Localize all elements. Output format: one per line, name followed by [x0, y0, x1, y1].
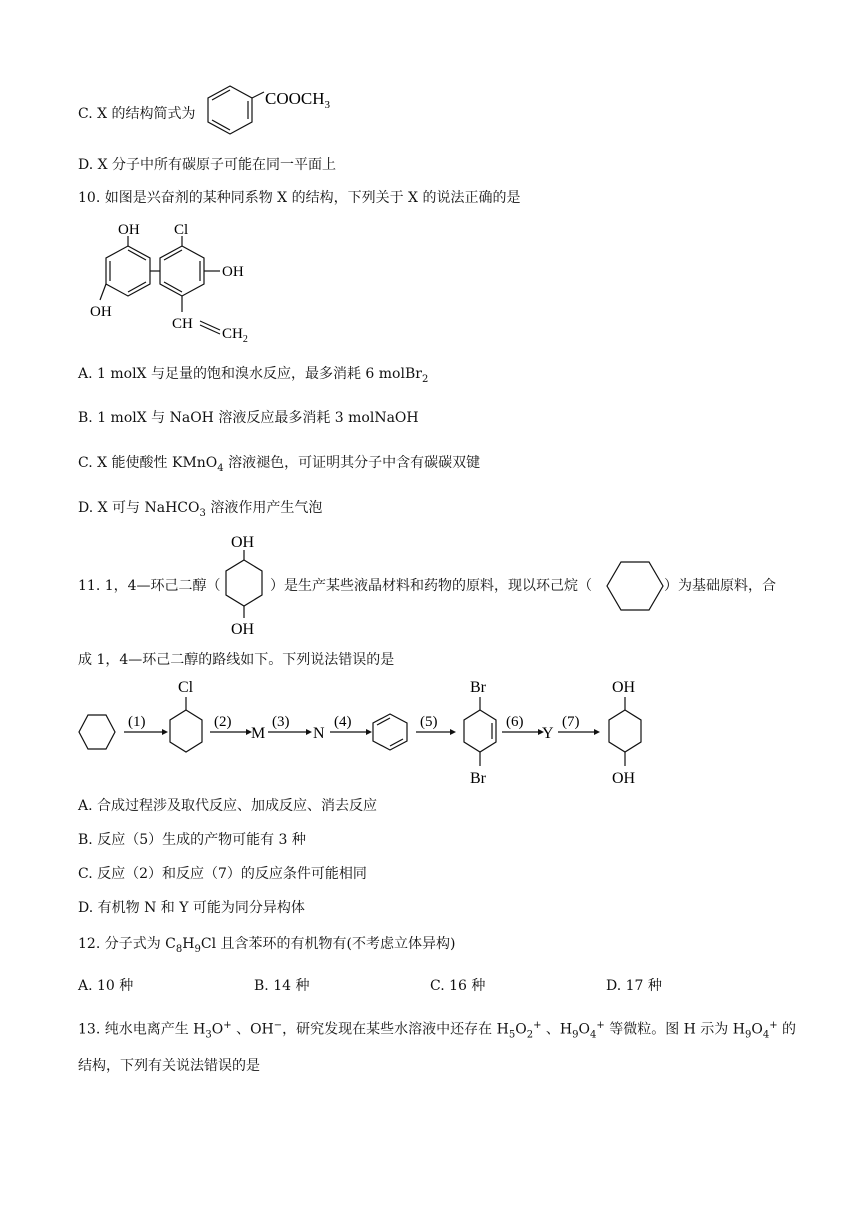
q9-option-c	[78, 104, 196, 124]
q11-scheme-oh-top: OH	[612, 679, 636, 696]
q10-ch-label: CH	[172, 316, 193, 332]
q11-stem-part1: 11. 1，4—环己二醇（	[78, 578, 221, 594]
q11-br-top: Br	[470, 679, 486, 696]
q11-stem-part2: ）是生产某些液晶材料和药物的原料，现以环己烷（	[270, 578, 592, 594]
q11-oh-top: OH	[231, 534, 255, 551]
q11-m-label: M	[251, 725, 266, 742]
q11-step-1: (1)	[128, 714, 146, 730]
q10-option-a: A. 1 molX 与足量的饱和溴水反应，最多消耗 6 molBr$_2$	[78, 366, 429, 385]
q11-option-b: B. 反应（5）生成的产物可能有 3 种	[78, 832, 306, 848]
q10-option-b: B. 1 molX 与 NaOH 溶液反应最多消耗 3 molNaOH	[78, 410, 419, 426]
q9-option-d: D. X 分子中所有碳原子可能在同一平面上	[78, 157, 337, 173]
q13-stem: 13. 纯水电离产生 $H_3O^+$ 、OH−，研究发现在某些水溶液中还存在 $H_5O_2^+$ 、$H_9O_4^+$ 等微粒。图 H 示为 $H_9O_4^+$ 的	[78, 1020, 797, 1041]
q11-step-5: (5)	[420, 714, 438, 730]
q10-option-d: D. X 可与 NaHCO$_3$ 溶液作用产生气泡	[78, 500, 323, 519]
q10-cl-label: Cl	[174, 222, 189, 238]
q11-scheme-oh-bottom: OH	[612, 770, 636, 787]
q11-synthesis-scheme	[70, 672, 790, 792]
q12-option-c: C. 16 种	[430, 978, 486, 994]
q12-option-b: B. 14 种	[254, 978, 310, 994]
q11-oh-bottom: OH	[231, 621, 255, 638]
q10-oh-label-1: OH	[118, 222, 140, 238]
q11-br-bottom: Br	[470, 770, 486, 787]
q11-cl-label: Cl	[178, 679, 194, 696]
q11-stem-part3: ）为基础原料，合	[664, 578, 776, 594]
q11-step-3: (3)	[272, 714, 290, 730]
q10-ch2-label: $CH_2$	[222, 326, 248, 345]
q10-biphenyl-structure	[78, 218, 278, 346]
q10-oh-label-3: OH	[90, 304, 112, 320]
q11-step-4: (4)	[334, 714, 352, 730]
q11-n-label: N	[313, 725, 325, 742]
q11-option-c: C. 反应（2）和反应（7）的反应条件可能相同	[78, 866, 367, 882]
q13-stem-line2: 结构，下列有关说法错误的是	[78, 1058, 260, 1074]
q9-benzoate-structure	[200, 80, 360, 142]
q11-step-2: (2)	[214, 714, 232, 730]
q12-option-d: D. 17 种	[606, 978, 662, 994]
q11-step-6: (6)	[506, 714, 524, 730]
q11-step-7: (7)	[562, 714, 580, 730]
q9-option-c-text: C. X 的结构简式为	[78, 106, 196, 122]
q10-stem: 10. 如图是兴奋剂的某种同系物 X 的结构，下列关于 X 的说法正确的是	[78, 190, 521, 206]
q10-oh-label-2: OH	[222, 264, 244, 280]
q12-option-a: A. 10 种	[78, 978, 134, 994]
q11-cyclohexane-inline	[605, 558, 665, 614]
q9-cooch-label: $COOCH_3$	[265, 89, 331, 111]
q12-stem: 12. 分子式为 $C_8H_9Cl$ 且含苯环的有机物有(不考虑立体异构)	[78, 936, 456, 955]
q11-option-d: D. 有机物 N 和 Y 可能为同分异构体	[78, 900, 305, 916]
q11-option-a: A. 合成过程涉及取代反应、加成反应、消去反应	[78, 798, 378, 814]
q11-y-label: Y	[542, 725, 554, 742]
q10-option-c: C. X 能使酸性 KMnO$_4$ 溶液褪色，可证明其分子中含有碳碳双键	[78, 455, 481, 474]
q11-cyclohexanediol-inline	[218, 530, 270, 640]
q11-stem-line2: 成 1，4—环己二醇的路线如下。下列说法错误的是	[78, 652, 395, 668]
